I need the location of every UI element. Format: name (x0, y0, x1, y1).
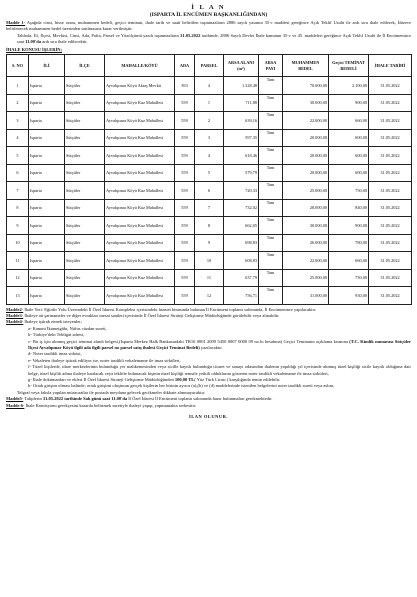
cell-bedel: 22.000,00 (283, 112, 329, 130)
cell-bedel: 25.000,00 (283, 269, 329, 287)
cell-alan: 608,83 (224, 252, 259, 270)
cell-mahalle: Ayvalıpınar Köyü Kuz Mahallesi (105, 94, 175, 112)
cell-teminat: 750,00 (329, 269, 369, 287)
page-subtitle: (ISPARTA İL ENCÜMEN BAŞKANLIĞINDAN) (149, 12, 268, 18)
requirement-g-fee: 100,00 TL (174, 377, 195, 382)
cell-pay: Tam (259, 199, 283, 217)
cell-mahalle: Ayvalıpınar Köyü Kuz Mahallesi (105, 269, 175, 287)
cell-mahalle: Ayvalıpınar Köyü Kuz Mahallesi (105, 129, 175, 147)
cell-mahalle: Ayvalıpınar Köyü Kuz Mahallesi (105, 112, 175, 130)
cell-il: Isparta (29, 217, 65, 235)
cell-pay: Tam (259, 252, 283, 270)
table-body (7, 77, 412, 305)
article-6 (6, 403, 411, 409)
table-row (7, 199, 412, 217)
col-header: MUHAMMEN BEDEL (283, 55, 329, 77)
table-row (7, 94, 412, 112)
col-header: PARSEL (195, 55, 224, 77)
cell-parsel: 4 (195, 147, 224, 165)
cell-no: 5 (7, 147, 29, 165)
cell-tarih: 31.05.2022 (369, 199, 412, 217)
cell-tarih: 31.05.2022 (369, 147, 412, 165)
article-5-text-a: Taliplerin (23, 396, 43, 402)
cell-ilce: Sütçüler (65, 269, 105, 287)
cell-tarih: 31.05.2022 (369, 94, 412, 112)
col-header: İLİ (29, 55, 65, 77)
cell-alan: 720,33 (224, 182, 259, 200)
cell-parsel: 10 (195, 252, 224, 270)
cell-ada: 559 (175, 234, 195, 252)
cell-parsel: 12 (195, 287, 224, 305)
cell-ada: 559 (175, 199, 195, 217)
table-row (7, 252, 412, 270)
requirement-h: h- Ortak girişim olması halinde; ortak girişimi oluşturan gerçek kişilerin her birinin ayrıca (a),(b) ve (d) maddelerinde istenilen belgelerini noter tasdikli sureti veya aslını, (28, 383, 335, 389)
cell-alan: 662,05 (224, 217, 259, 235)
cell-tarih: 31.05.2022 (369, 164, 412, 182)
cell-parsel: 5 (195, 164, 224, 182)
col-header: ARSA ALANI (m²) (224, 55, 259, 77)
cell-il: Isparta (29, 94, 65, 112)
requirement-g-end: ( Yüz Türk Lirası ) karşılığında temin edilebilir. (194, 377, 281, 382)
cell-parsel: 4 (195, 77, 224, 95)
cell-mahalle: Ayvalıpınar Köyü Kuz Mahallesi (105, 252, 175, 270)
cell-ilce: Sütçüler (65, 112, 105, 130)
requirement-b: b- Türkiye'deki Tebligat adresi, (28, 332, 85, 338)
col-header: MAHALLE/KÖYÜ (105, 55, 175, 77)
col-header: Geçici TEMİNAT BEDELİ (329, 55, 369, 77)
cell-no: 4 (7, 129, 29, 147)
cell-ada: 559 (175, 269, 195, 287)
intro-text-b: tarihinde, 2886 Sayılı Devlet İhale kanunun 35-c ve 45. maddeleri gereğince Açık Teklif Usulü ile İl Encümenince saat (17, 32, 411, 45)
table-row (7, 129, 412, 147)
cell-pay: Tam (259, 234, 283, 252)
article-5-datetime: 31.05.2022 tarihinde Salı günü saat 11.00'da (42, 396, 128, 402)
intro-date: 31.05.2022 (180, 32, 201, 38)
requirement-e: e- Vekaleten ihaleye iştirak ediliyor ise, noter tasdikli vekaletname ile imza sirkü̈leri, (28, 357, 181, 363)
cell-ilce: Sütçüler (65, 147, 105, 165)
cell-bedel: 70.000,00 (283, 77, 329, 95)
requirement-c-end: yazılacaktır. (199, 344, 223, 350)
table-row (7, 164, 412, 182)
cell-alan: 698,83 (224, 234, 259, 252)
cell-mahalle: Ayvalıpınar Köyü Kuz Mahallesi (105, 287, 175, 305)
cell-il: Isparta (29, 182, 65, 200)
cell-il: Isparta (29, 234, 65, 252)
cell-bedel: 30.000,00 (283, 94, 329, 112)
cell-parsel: 9 (195, 234, 224, 252)
article-1-label: Madde 1- (6, 20, 26, 25)
cell-ada: 559 (175, 94, 195, 112)
cell-ada: 559 (175, 287, 195, 305)
cell-parsel: 6 (195, 182, 224, 200)
cell-il: Isparta (29, 164, 65, 182)
cell-bedel: 26.000,00 (283, 234, 329, 252)
cell-teminat: 900,00 (329, 94, 369, 112)
cell-bedel: 31.000,00 (283, 287, 329, 305)
table-row (7, 77, 412, 95)
cell-ilce: Sütçüler (65, 94, 105, 112)
cell-no: 12 (7, 269, 29, 287)
intro-paragraph (6, 33, 411, 46)
cell-tarih: 31.05.2022 (369, 269, 412, 287)
cell-il: Isparta (29, 269, 65, 287)
col-header: S. NO (7, 55, 29, 77)
cell-ada: 559 (175, 252, 195, 270)
article-2-label: Madde2- (6, 306, 24, 312)
cell-teminat: 900,00 (329, 217, 369, 235)
cell-il: Isparta (29, 129, 65, 147)
cell-ilce: Sütçüler (65, 217, 105, 235)
table-heading: İHALE KONUSU İŞLERİN; (6, 46, 63, 52)
cell-teminat: 2.100,00 (329, 77, 369, 95)
cell-mahalle: Ayvalıpınar Köyü Kuz Mahallesi (105, 147, 175, 165)
cell-teminat: 840,00 (329, 199, 369, 217)
article-5-label: Madde5- (6, 396, 24, 402)
article-4-label: Madde4- (6, 319, 24, 325)
cell-no: 11 (7, 252, 29, 270)
cell-ilce: Sütçüler (65, 77, 105, 95)
cell-no: 8 (7, 199, 29, 217)
cell-teminat: 600,00 (329, 164, 369, 182)
cell-pay: Tam (259, 147, 283, 165)
table-row (7, 287, 412, 305)
cell-mahalle: Ayvalıpınar Köyü Kuz Mahallesi (105, 217, 175, 235)
cell-alan: 618,46 (224, 147, 259, 165)
cell-tarih: 31.05.2022 (369, 234, 412, 252)
cell-teminat: 780,00 (329, 234, 369, 252)
intro-time: 11.00'da (25, 39, 42, 45)
cell-tarih: 31.05.2022 (369, 217, 412, 235)
cell-pay: Tam (259, 269, 283, 287)
cell-ilce: Sütçüler (65, 252, 105, 270)
cell-teminat: 660,00 (329, 112, 369, 130)
cell-pay: Tam (259, 287, 283, 305)
cell-mahalle: Ayvalıpınar Köyü Kuz Mahallesi (105, 164, 175, 182)
table-header-row (7, 55, 412, 77)
cell-ilce: Sütçüler (65, 199, 105, 217)
cell-parsel: 7 (195, 199, 224, 217)
article-5-text-b: İl Özel İdaresi İl Encümeni toplantı salonunda hazır bulunmaları gerekmektedir. (127, 396, 273, 402)
cell-ilce: Sütçüler (65, 164, 105, 182)
cell-ada: 559 (175, 217, 195, 235)
announcement-page (6, 0, 411, 420)
cell-pay: Tam (259, 77, 283, 95)
col-header: ADA (175, 55, 195, 77)
cell-il: Isparta (29, 147, 65, 165)
col-header: İLÇE (65, 55, 105, 77)
cell-pay: Tam (259, 112, 283, 130)
cell-pay: Tam (259, 94, 283, 112)
table-row (7, 217, 412, 235)
col-header: ARSA PAYI (259, 55, 283, 77)
requirement-c (28, 339, 411, 352)
cell-tarih: 31.05.2022 (369, 112, 412, 130)
requirement-g-text: g- İhale dokümanları ve ekleri İl Özel İdaresi Strateji Geliştirme Müdürlüğünden (28, 377, 175, 382)
article-2-text: İhale Yeri: Eğirdir Yolu Üzerindeki İl Özel İdaresi Kompleksi içerisindeki hizmet binasında bulunan İl Encümeni toplantı salonunda, İl Encümenince yapılacaktır. (23, 306, 317, 312)
cell-tarih: 31.05.2022 (369, 287, 412, 305)
cell-ilce: Sütçüler (65, 182, 105, 200)
intro-text-a: Tabloda, İli, İlçesi, Mevkisi, Cinsi, Ada, Pafta, Parsel ve Yüzölçümü yazılı taşınmazların (17, 32, 181, 38)
cell-mahalle: Ayvalıpınar Köyü Kuz Mahallesi (105, 199, 175, 217)
cell-teminat: 750,00 (329, 182, 369, 200)
cell-mahalle: Ayvalıpınar Köyü Aktaş Mevkii (105, 77, 175, 95)
cell-bedel: 28.000,00 (283, 199, 329, 217)
cell-teminat: 600,00 (329, 129, 369, 147)
cell-tarih: 31.05.2022 (369, 77, 412, 95)
table-row (7, 234, 412, 252)
cell-no: 13 (7, 287, 29, 305)
cell-alan: 732,02 (224, 199, 259, 217)
signature-line: İLAN OLUNUR. (188, 414, 228, 420)
tender-table (6, 54, 412, 305)
cell-pay: Tam (259, 164, 283, 182)
cell-alan: 756,71 (224, 287, 259, 305)
cell-bedel: 20.000,00 (283, 164, 329, 182)
cell-alan: 639,16 (224, 112, 259, 130)
cell-alan: 637,79 (224, 269, 259, 287)
cell-il: Isparta (29, 112, 65, 130)
requirement-d: d- Noter tasdikli imza sirküsi, (28, 351, 82, 357)
cell-no: 6 (7, 164, 29, 182)
requirements-list (6, 326, 411, 390)
cell-no: 9 (7, 217, 29, 235)
cell-parsel: 1 (195, 94, 224, 112)
cell-bedel: 20.000,00 (283, 129, 329, 147)
cell-bedel: 22.000,00 (283, 252, 329, 270)
cell-ilce: Sütçüler (65, 234, 105, 252)
cell-ada: 559 (175, 182, 195, 200)
cell-ada: 559 (175, 164, 195, 182)
cell-tarih: 31.05.2022 (369, 182, 412, 200)
cell-il: Isparta (29, 77, 65, 95)
intro-text-c: ardı sıra ihale edilecektir. (41, 39, 88, 45)
cell-alan: 579,79 (224, 164, 259, 182)
cell-ilce: Sütçüler (65, 129, 105, 147)
cell-parsel: 11 (195, 269, 224, 287)
col-header: İHALE TARİHİ (369, 55, 412, 77)
telegraph-note: Telgraf veya faksla yapılan müracaatlar ile postada meydana gelecek gecikmeler dikkate alınmayacaktır. (17, 389, 206, 395)
table-row (7, 269, 412, 287)
cell-ada: 393 (175, 77, 195, 95)
article-3-label: Madde3- (6, 312, 24, 318)
cell-alan: 711,88 (224, 94, 259, 112)
cell-ada: 559 (175, 129, 195, 147)
cell-bedel: 20.000,00 (283, 147, 329, 165)
article-6-label: Madde 6- (6, 402, 25, 408)
table-row (7, 147, 412, 165)
cell-ilce: Sütçüler (65, 287, 105, 305)
article-1 (6, 20, 411, 33)
article-3-text: İhaleye ait şartnameler ve diğer evrakları mesai saatleri içerisinde İl Özel İdaresi Strateji Geliştirme Müdürlüğünde görülebilir veya alınabilir. (23, 312, 280, 318)
cell-il: Isparta (29, 287, 65, 305)
article-1-text: Aşağıda cinsi, hisse oranı, muhammen bedeli, geçici teminatı, ihale tarih ve saati belirtilen taşınmazların 2886 sayılı yasanın 35-c maddesi gereğince Açık Teklif Usulü ile ardı sıra ihale edilerek, İdarece belirlenecek muhammen bedel üzerinden satılmasına karar verilmiştir. (6, 20, 412, 32)
cell-ada: 559 (175, 112, 195, 130)
cell-pay: Tam (259, 217, 283, 235)
cell-il: Isparta (29, 252, 65, 270)
article-4-text: İhaleye iştirak etmek isteyenler; (23, 319, 82, 325)
cell-ada: 559 (175, 147, 195, 165)
cell-tarih: 31.05.2022 (369, 129, 412, 147)
cell-mahalle: Ayvalıpınar Köyü Kuz Mahallesi (105, 182, 175, 200)
requirement-f: f- Tüzel kişilerde, idare merkezlerinin bulunduğu yer mahkemesinden veya sicille kayıtlı bulunduğu ticaret ve sanayi odasından ihalenin yapıldığı yıl içerisinde alınmış tüzel kişiliği sicile kayıtlı olduğuna dair belge, tüzel kişilik adına ihaleye katılacak veya teklifte bulunacak kişinin tüzel kişiliği temsile yetkili olduklarını gösteren noter tasdikli vekaletname ile imza sirküleri, (28, 364, 411, 376)
cell-tarih: 31.05.2022 (369, 252, 412, 270)
cell-teminat: 600,00 (329, 147, 369, 165)
requirement-c-note: (T.C. Kimlik numarası Sütçüler İlçesi Ayvalıpınar Köyü ilgili ada ilgili parsel no parsel satış ihalesi Geçici Teminat Bedeli) (28, 338, 412, 350)
cell-parsel: 2 (195, 112, 224, 130)
cell-pay: Tam (259, 129, 283, 147)
cell-alan: 597,35 (224, 129, 259, 147)
cell-no: 3 (7, 112, 29, 130)
cell-no: 1 (7, 77, 29, 95)
requirement-a: a- Kanuni İkametgâhı, Nüfus cüzdan sureti, (28, 325, 107, 331)
cell-bedel: 30.000,00 (283, 217, 329, 235)
cell-no: 2 (7, 94, 29, 112)
cell-mahalle: Ayvalıpınar Köyü Kuz Mahallesi (105, 234, 175, 252)
cell-teminat: 660,00 (329, 252, 369, 270)
cell-bedel: 25.000,00 (283, 182, 329, 200)
table-row (7, 182, 412, 200)
cell-teminat: 930,00 (329, 287, 369, 305)
requirement-c-text: c- Bu iş için alınmış geçici teminat alındı belgesi,(Isparta Merkez Halk Bankasındaki TR16 0001 2009 5450 0007 0000 09 no.lu hesabına) Geçici Teminatın açıklama kısmına (28, 338, 350, 344)
cell-il: Isparta (29, 199, 65, 217)
table-row (7, 112, 412, 130)
cell-alan: 1.328,48 (224, 77, 259, 95)
article-6-text: İhale Komisyonu gerekçesini kararda belirtmek suretiyle ihaleyi yapıp, yapmamakta serbesttir. (24, 402, 197, 408)
cell-no: 10 (7, 234, 29, 252)
cell-no: 7 (7, 182, 29, 200)
page-title: İ L A N (191, 4, 226, 11)
cell-parsel: 8 (195, 217, 224, 235)
cell-pay: Tam (259, 182, 283, 200)
cell-parsel: 3 (195, 129, 224, 147)
